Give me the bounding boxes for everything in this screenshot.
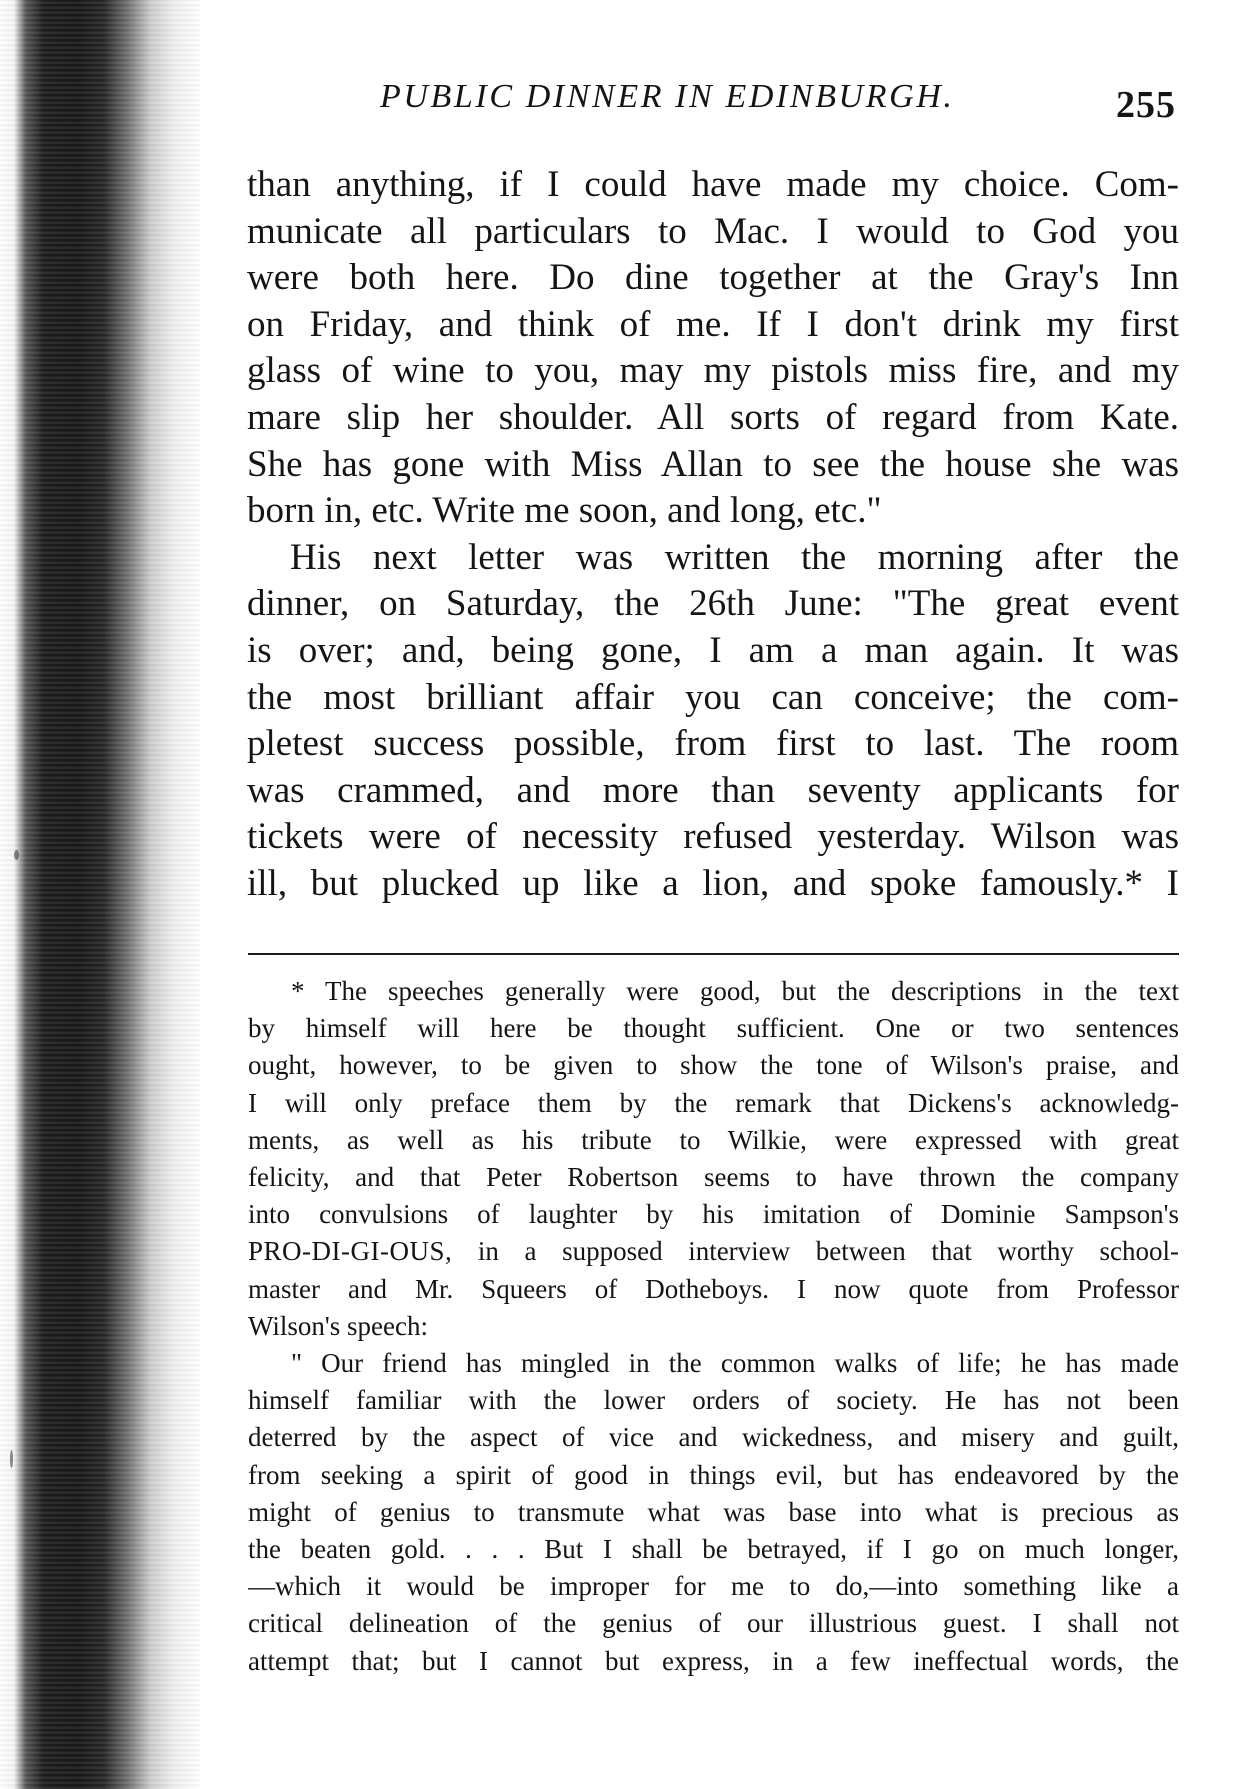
- body-line: ill, but plucked up like a lion, and spoke famously.* I: [247, 862, 1179, 904]
- quoted-speech-line: critical delineation of the genius of our illustrious guest. I shall not: [248, 1608, 1179, 1639]
- quoted-speech-line: might of genius to transmute what was base into what is precious as: [248, 1496, 1179, 1527]
- footnote-line: master and Mr. Squeers of Dotheboys. I now quote from Professor: [248, 1273, 1179, 1304]
- body-line: is over; and, being gone, I am a man again. It was: [247, 629, 1179, 671]
- quoted-speech-line: from seeking a spirit of good in things evil, but has endeavored by the: [248, 1459, 1179, 1490]
- footnote-divider: [248, 953, 1179, 955]
- body-text: [247, 162, 1179, 908]
- quoted-speech-line: " Our friend has mingled in the common walks of life; he has made: [291, 1348, 1179, 1379]
- page-number: 255: [1116, 84, 1176, 126]
- footnote-line-continuation: in a supposed interview between that worthy school-: [477, 1236, 1179, 1267]
- quoted-speech-line: attempt that; but I cannot but express, in a few ineffectual words, the: [248, 1645, 1179, 1676]
- footnote-line: ments, as well as his tribute to Wilkie, were expressed with great: [248, 1124, 1179, 1155]
- body-line: was crammed, and more than seventy applicants for: [247, 769, 1179, 811]
- quoted-speech-line: himself familiar with the lower orders of society. He has not been: [248, 1385, 1179, 1416]
- smallcaps-emphasis: PRO-DI-GI-OUS,: [248, 1236, 453, 1267]
- body-line: on Friday, and think of me. If I don't drink my first: [247, 303, 1179, 345]
- body-line: were both here. Do dine together at the Gray's Inn: [247, 257, 1179, 299]
- paragraph-start-line: His next letter was written the morning after the: [290, 536, 1179, 578]
- footnote-line: ought, however, to be given to show the tone of Wilson's praise, and: [248, 1050, 1179, 1081]
- page-speck: [10, 1450, 13, 1468]
- footnote-line: by himself will here be thought sufficient. One or two sentences: [248, 1013, 1179, 1044]
- paragraph-end-line: born in, etc. Write me soon, and long, etc.": [247, 490, 882, 532]
- footnote-line: I will only preface them by the remark that Dickens's acknowledg-: [248, 1087, 1179, 1118]
- body-line: glass of wine to you, may my pistols miss fire, and my: [247, 350, 1179, 392]
- body-line: mare slip her shoulder. All sorts of regard from Kate.: [247, 396, 1179, 438]
- body-line: pletest success possible, from first to last. The room: [247, 723, 1179, 765]
- scanned-page-gutter-shadow: [0, 0, 200, 1789]
- body-line: She has gone with Miss Allan to see the house she was: [247, 443, 1179, 485]
- page-speck: [14, 850, 19, 860]
- quoted-speech-line: deterred by the aspect of vice and wickedness, and misery and guilt,: [248, 1422, 1179, 1453]
- body-line: dinner, on Saturday, the 26th June: "The great event: [247, 583, 1179, 625]
- body-line: the most brilliant affair you can conceive; the com-: [247, 676, 1179, 718]
- footnote-line: into convulsions of laughter by his imitation of Dominie Sampson's: [248, 1199, 1179, 1230]
- body-line: municate all particulars to Mac. I would to God you: [247, 210, 1179, 252]
- quoted-speech-line: the beaten gold. . . . But I shall be betrayed, if I go on much longer,: [248, 1534, 1179, 1565]
- footnote-line: Wilson's speech:: [248, 1310, 428, 1341]
- footnote-line: [248, 1233, 1179, 1270]
- footnote-line: * The speeches generally were good, but the descriptions in the text: [291, 976, 1179, 1006]
- quoted-speech-line: —which it would be improper for me to do,—into something like a: [248, 1571, 1179, 1602]
- running-title: PUBLIC DINNER IN EDINBURGH.: [380, 78, 955, 115]
- body-line: than anything, if I could have made my choice. Com-: [247, 164, 1179, 205]
- body-line: tickets were of necessity refused yesterday. Wilson was: [247, 816, 1179, 858]
- footnote: [248, 973, 1179, 1680]
- footnote-line: felicity, and that Peter Robertson seems to have thrown the company: [248, 1162, 1179, 1193]
